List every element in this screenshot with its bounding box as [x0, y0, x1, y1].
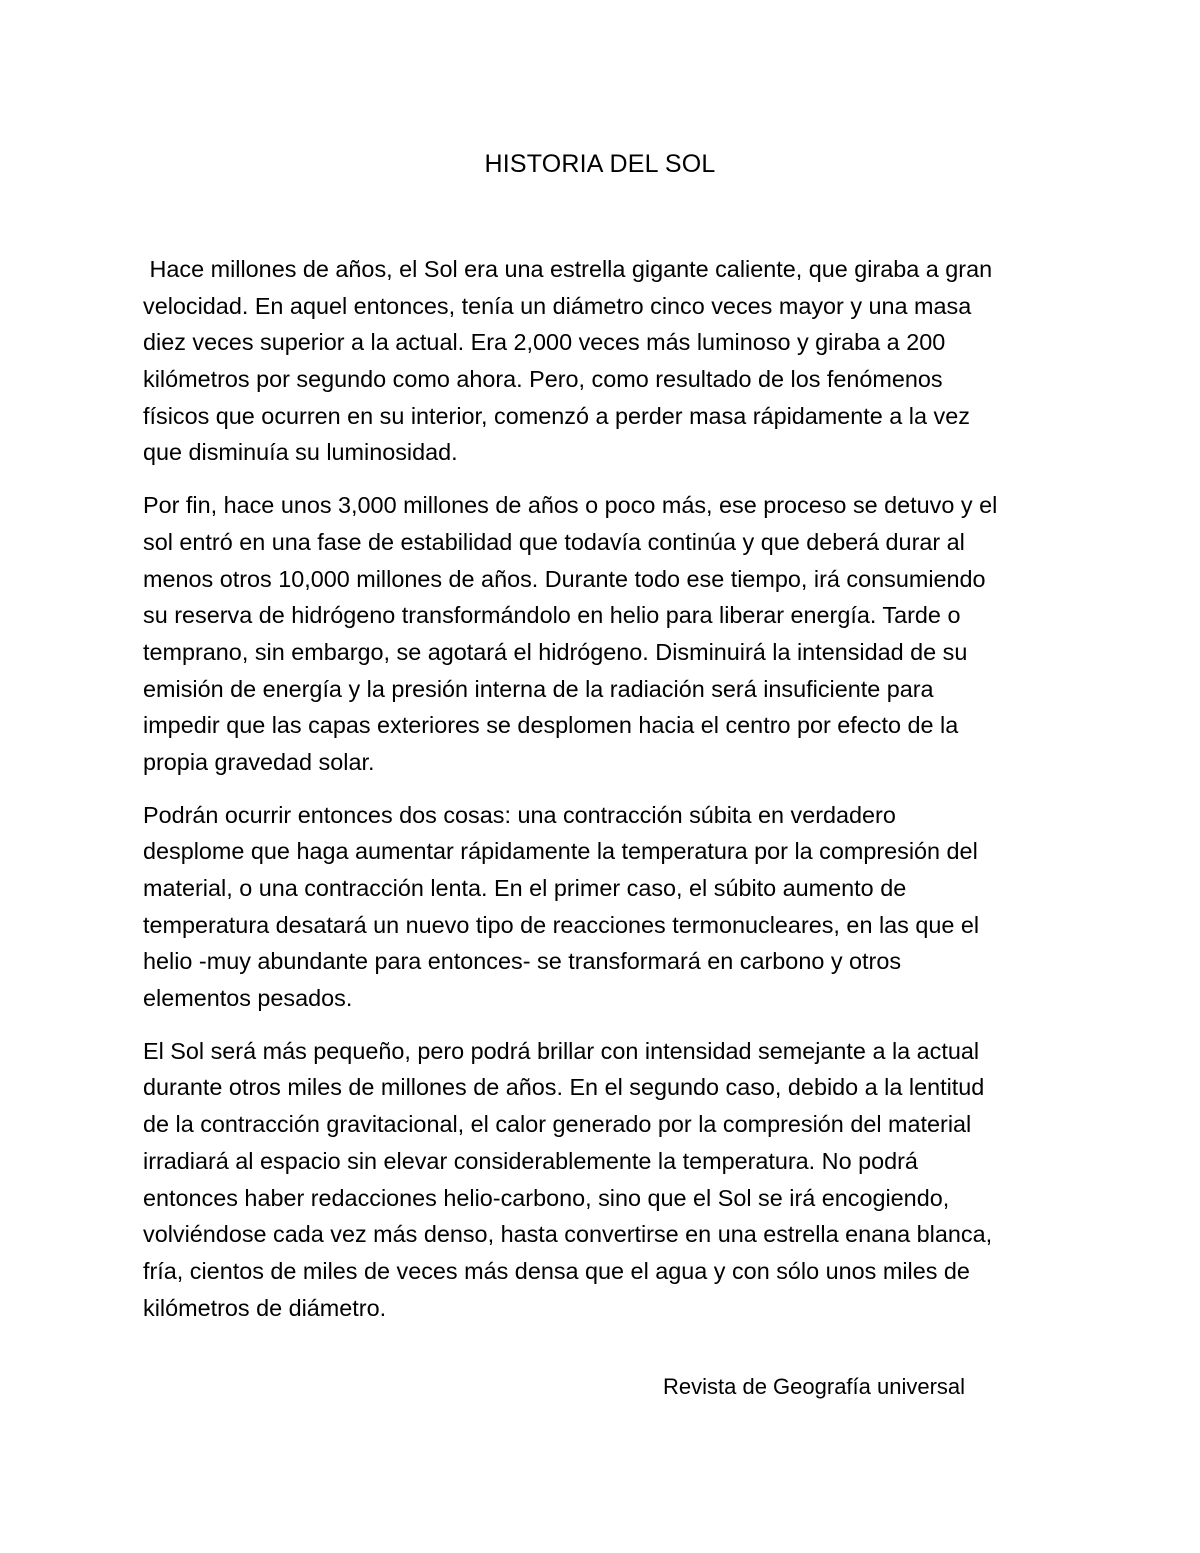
text-line: físicos que ocurren en su interior, comenzó a perder masa rápidamente a la vez — [143, 402, 970, 429]
text-line: durante otros miles de millones de años. En el segundo caso, debido a la lentitud — [143, 1074, 985, 1101]
text-line: El Sol será más pequeño, pero podrá brillar con intensidad semejante a la actual — [143, 1037, 980, 1064]
paragraph-3 — [143, 797, 1058, 1017]
paragraph-2 — [143, 487, 1058, 781]
text-line: Hace millones de años, el Sol era una estrella gigante caliente, que giraba a gran — [143, 256, 993, 282]
document-title: HISTORIA DEL SOL — [484, 150, 716, 178]
text-line: de la contracción gravitacional, el calor generado por la compresión del material — [143, 1111, 972, 1138]
text-line: emisión de energía y la presión interna de la radiación será insuficiente para — [143, 675, 934, 702]
text-line: temperatura desatará un nuevo tipo de reacciones termonucleares, en las que el — [143, 911, 980, 938]
text-line: Podrán ocurrir entonces dos cosas: una contracción súbita en verdadero — [143, 801, 896, 828]
text-line: elementos pesados. — [143, 985, 353, 1012]
text-line: que disminuía su luminosidad. — [143, 439, 458, 466]
text-line: fría, cientos de miles de veces más densa que el agua y con sólo unos miles de — [143, 1257, 970, 1284]
document-body — [143, 251, 1058, 1342]
text-line: desplome que haga aumentar rápidamente la temperatura por la compresión del — [143, 838, 978, 865]
paragraph-1 — [143, 251, 1058, 471]
text-line: sol entró en una fase de estabilidad que todavía continúa y que deberá durar al — [143, 528, 965, 555]
text-line: menos otros 10,000 millones de años. Durante todo ese tiempo, irá consumiendo — [143, 565, 986, 592]
text-line: irradiará al espacio sin elevar considerablemente la temperatura. No podrá — [143, 1147, 918, 1174]
text-line: velocidad. En aquel entonces, tenía un diámetro cinco veces mayor y una masa — [143, 292, 972, 319]
text-line: helio -muy abundante para entonces- se transformará en carbono y otros — [143, 948, 902, 975]
text-line: entonces haber redacciones helio-carbono, sino que el Sol se irá encogiendo, — [143, 1184, 950, 1211]
text-line: impedir que las capas exteriores se desplomen hacia el centro por efecto de la — [143, 712, 959, 739]
text-line: Por fin, hace unos 3,000 millones de años o poco más, ese proceso se detuvo y el — [143, 492, 998, 519]
paragraph-4 — [143, 1033, 1058, 1327]
text-line: material, o una contracción lenta. En el primer caso, el súbito aumento de — [143, 875, 907, 901]
text-line: kilómetros por segundo como ahora. Pero, como resultado de los fenómenos — [143, 366, 943, 393]
text-line: diez veces superior a la actual. Era 2,000 veces más luminoso y giraba a 200 — [143, 329, 946, 356]
text-line: kilómetros de diámetro. — [143, 1294, 387, 1321]
text-line: volviéndose cada vez más denso, hasta convertirse en una estrella enana blanca, — [143, 1221, 993, 1248]
source-attribution: Revista de Geografía universal — [663, 1374, 966, 1399]
text-line: su reserva de hidrógeno transformándolo en helio para liberar energía. Tarde o — [143, 602, 961, 629]
text-line: propia gravedad solar. — [143, 748, 375, 775]
text-line: temprano, sin embargo, se agotará el hidrógeno. Disminuirá la intensidad de su — [143, 638, 968, 665]
